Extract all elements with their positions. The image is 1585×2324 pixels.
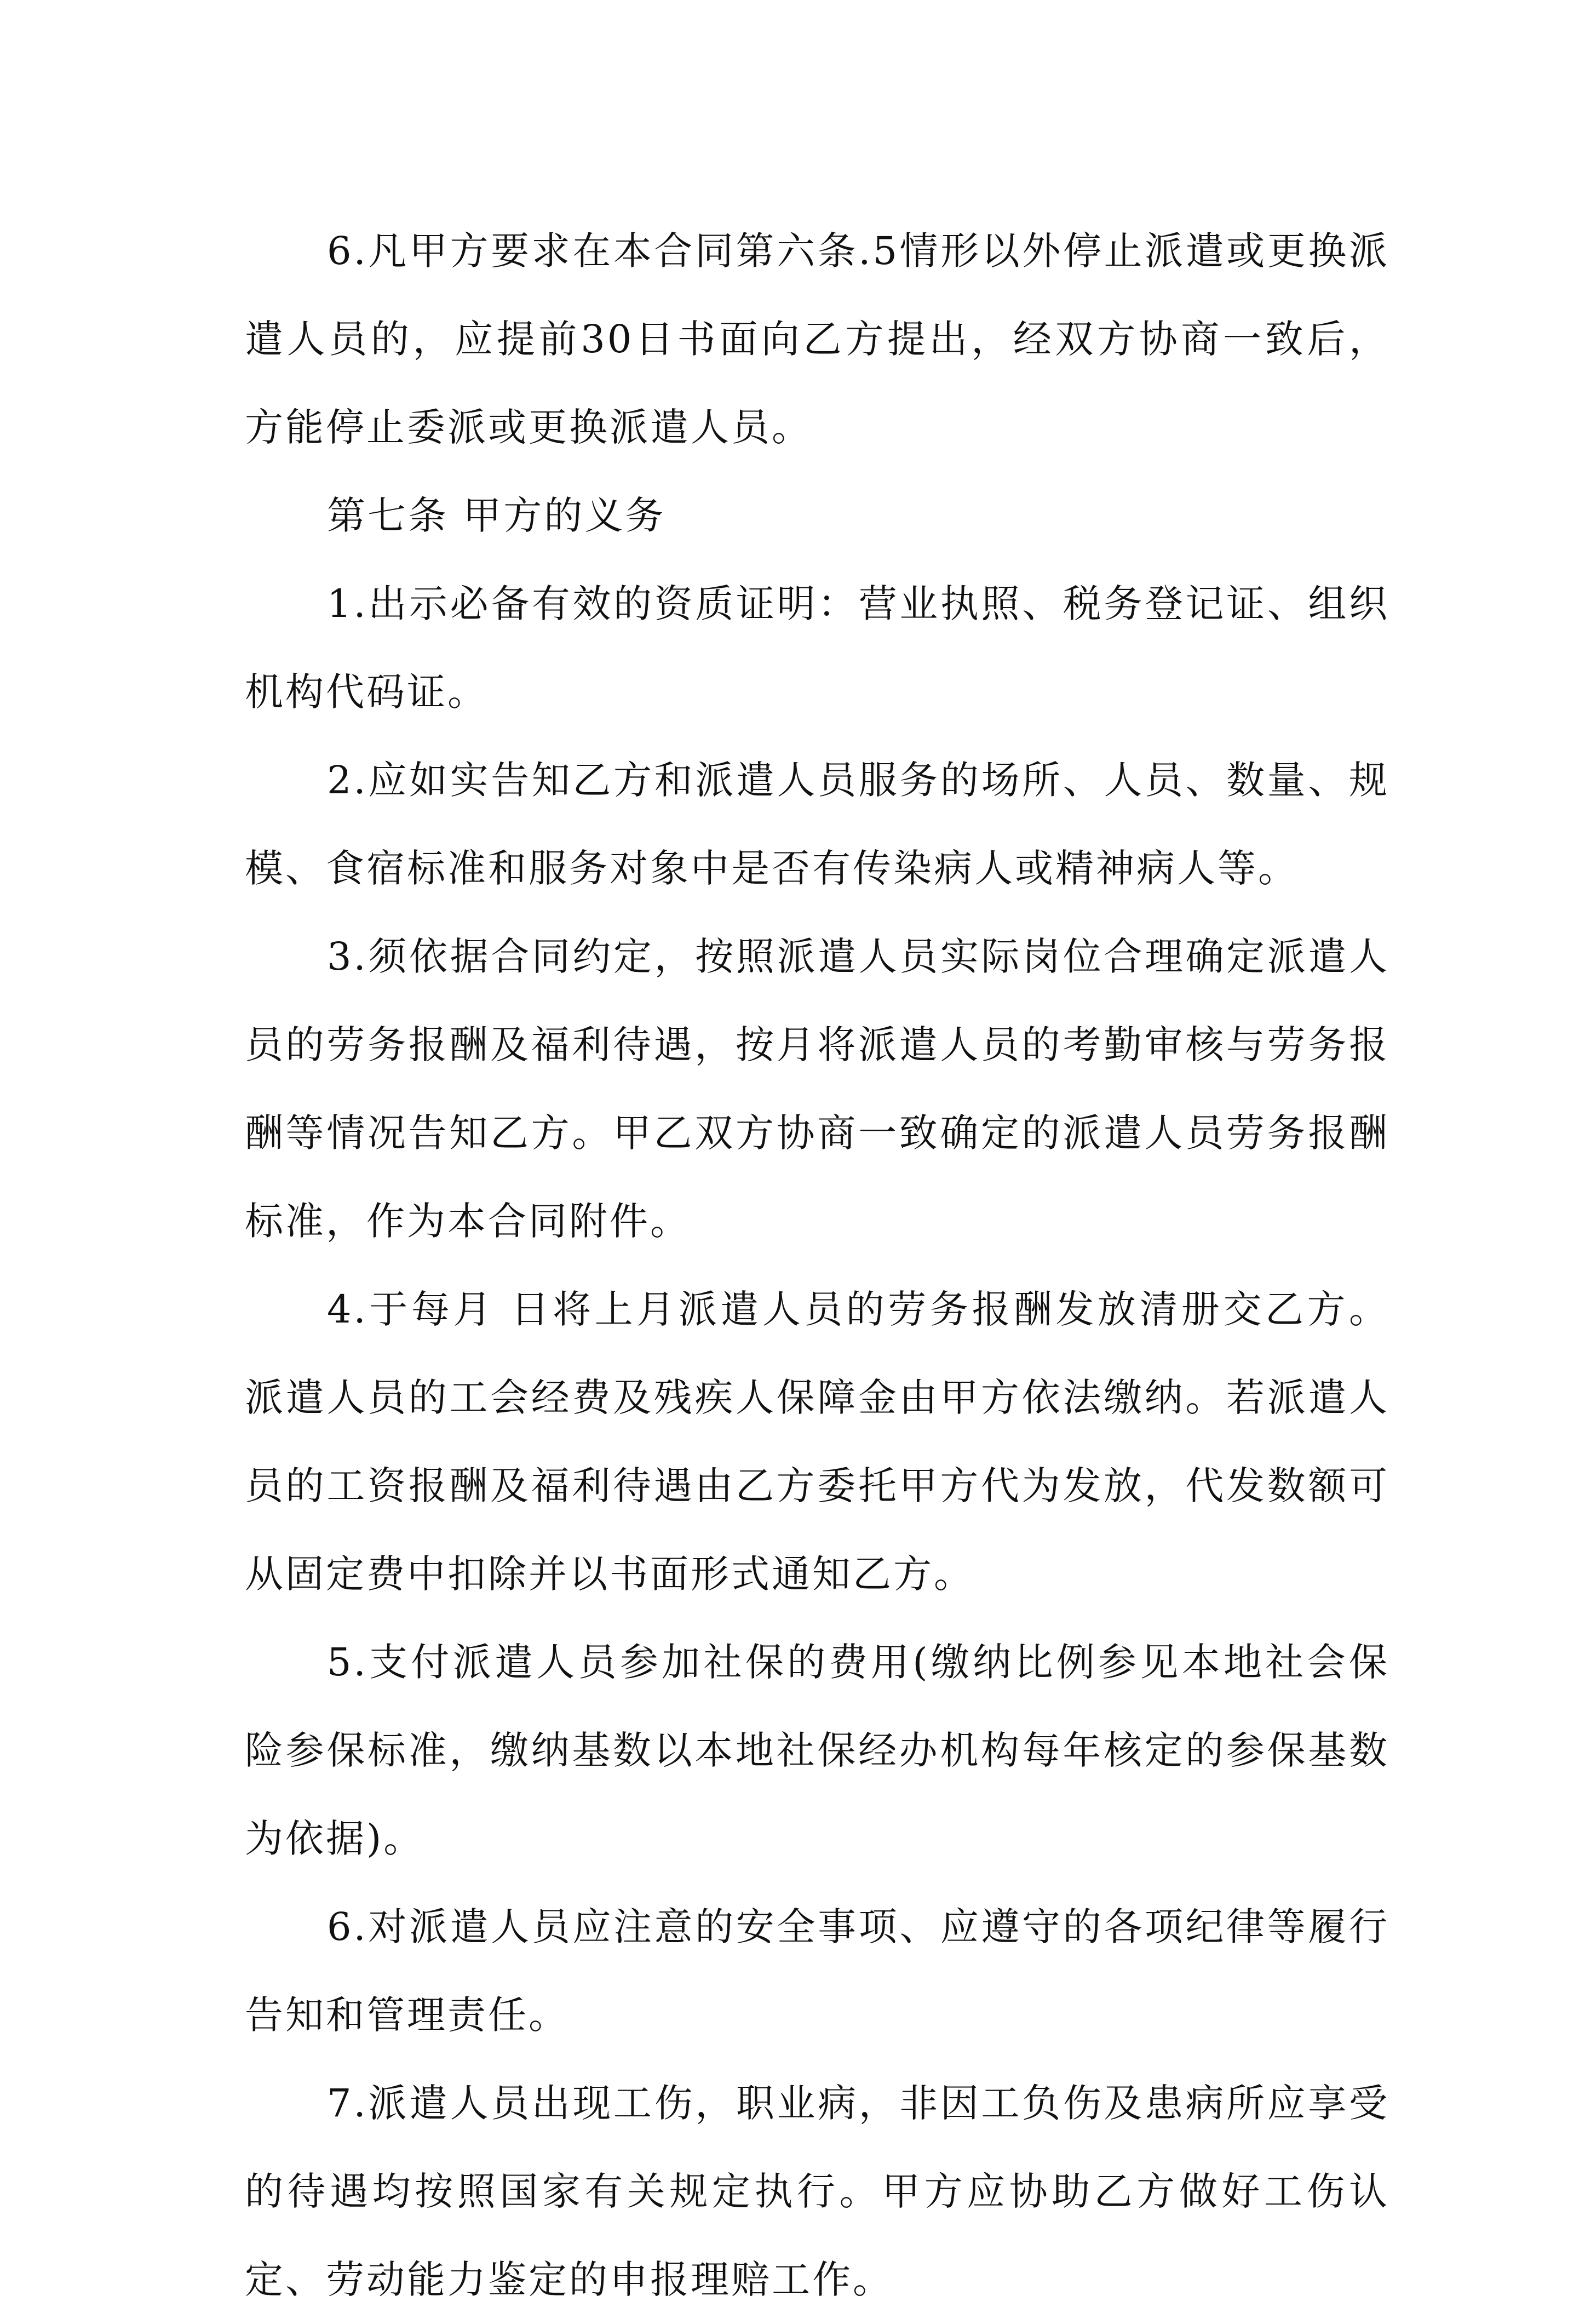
paragraph-article7-item5: 5.支付派遣人员参加社保的费用(缴纳比例参见本地社会保险参保标准，缴纳基数以本地社保经办机构每年核定的参保基数为依据)。 (245, 1640, 1389, 1861)
paragraph-article7-item2: 2.应如实告知乙方和派遣人员服务的场所、人员、数量、规模、食宿标准和服务对象中是否有传染病人或精神病人等。 (245, 758, 1389, 891)
paragraph-article7-item1: 1.出示必备有效的资质证明：营业执照、税务登记证、组织机构代码证。 (245, 581, 1389, 714)
paragraph-article7-item6: 6.对派遣人员应注意的安全事项、应遵守的各项纪律等履行告知和管理责任。 (245, 1904, 1389, 2037)
document-body (245, 207, 1389, 2324)
article-7-heading: 第七条 甲方的义务 (327, 493, 666, 538)
paragraph-article7-item7: 7.派遣人员出现工伤，职业病，非因工负伤及患病所应享受的待遇均按照国家有关规定执行。甲方应协助乙方做好工伤认定、劳动能力鉴定的申报理赔工作。 (245, 2081, 1389, 2302)
paragraph-article7-item4: 4.于每月 日将上月派遣人员的劳务报酬发放清册交乙方。派遣人员的工会经费及残疾人保障金由甲方依法缴纳。若派遣人员的工资报酬及福利待遇由乙方委托甲方代为发放，代发数额可从固定费中扣除并以书面形式通知乙方。 (245, 1287, 1389, 1596)
paragraph-article6-item6: 6.凡甲方要求在本合同第六条.5情形以外停止派遣或更换派遣人员的，应提前30日书面向乙方提出，经双方协商一致后，方能停止委派或更换派遣人员。 (245, 228, 1389, 450)
paragraph-article7-item3: 3.须依据合同约定，按照派遣人员实际岗位合理确定派遣人员的劳务报酬及福利待遇，按月将派遣人员的考勤审核与劳务报酬等情况告知乙方。甲乙双方协商一致确定的派遣人员劳务报酬标准，作为本合同附件。 (245, 934, 1389, 1244)
